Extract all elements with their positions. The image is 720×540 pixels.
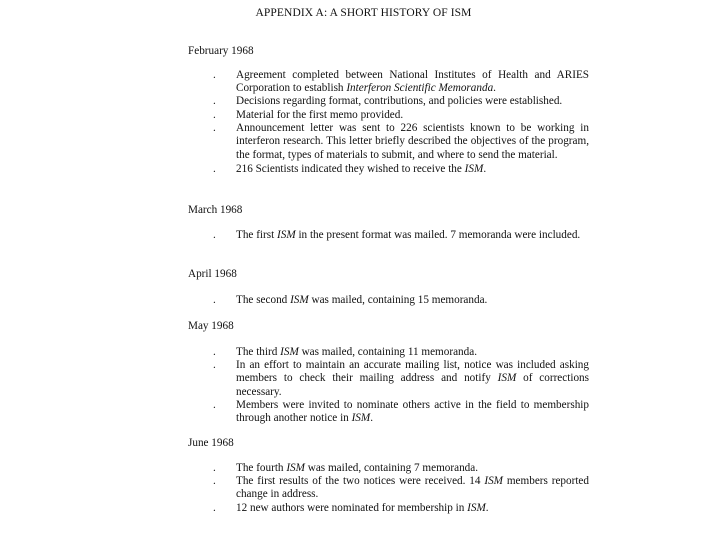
section-heading-march: March 1968 (188, 204, 243, 216)
section-heading-may: May 1968 (188, 320, 234, 332)
may-list (213, 346, 589, 425)
bullet: . (213, 475, 216, 488)
bullet: . (213, 501, 216, 514)
list-item: . The first results of the two notices were received. 14 ISM members reported change in address. (213, 475, 589, 501)
bullet: . (213, 121, 216, 134)
list-item: . Decisions regarding format, contributions, and policies were established. (213, 95, 563, 108)
bullet: . (213, 398, 216, 411)
list-item: . The fourth ISM was mailed, containing 7 memoranda. (213, 462, 479, 474)
april-list (213, 294, 589, 307)
list-item: . The third ISM was mailed, containing 11 memoranda. (213, 346, 477, 358)
section-heading-april: April 1968 (188, 268, 237, 280)
march-list (213, 229, 589, 242)
list-item: . 216 Scientists indicated they wished to receive the ISM. (213, 162, 487, 175)
bullet: . (213, 462, 216, 474)
document-title: APPENDIX A: A SHORT HISTORY OF ISM (255, 7, 472, 19)
bullet: . (213, 69, 216, 81)
list-item: . 12 new authors were nominated for membership in ISM. (213, 501, 489, 514)
february-list (213, 69, 589, 176)
bullet: . (213, 294, 216, 306)
section-heading-february: February 1968 (188, 45, 254, 57)
june-list (213, 462, 589, 515)
section-heading-june: June 1968 (188, 437, 234, 449)
bullet: . (213, 359, 216, 372)
bullet: . (213, 108, 216, 121)
bullet: . (213, 229, 216, 241)
list-item: . The second ISM was mailed, containing 15 memoranda. (213, 294, 488, 306)
bullet: . (213, 346, 216, 358)
list-item: . Material for the first memo provided. (213, 108, 404, 121)
bullet: . (213, 95, 216, 108)
list-item: . The first ISM in the present format was mailed. 7 memoranda were included. (213, 229, 581, 241)
list-item: . Agreement completed between National Institutes of Health and ARIES Corporation to establish Interferon Scientific Memoranda. (213, 69, 589, 95)
bullet: . (213, 162, 216, 175)
list-item: . In an effort to maintain an accurate mailing list, notice was included asking members to check their mailing address and notify ISM of corrections necessary. (213, 359, 589, 398)
list-item: . Members were invited to nominate others active in the field to membership through another notice in ISM. (213, 398, 589, 425)
list-item: . Announcement letter was sent to 226 scientists known to be working in interferon research. This letter briefly described the objectives of the program, the format, types of materials to submit, and where to send the material. (213, 121, 589, 161)
